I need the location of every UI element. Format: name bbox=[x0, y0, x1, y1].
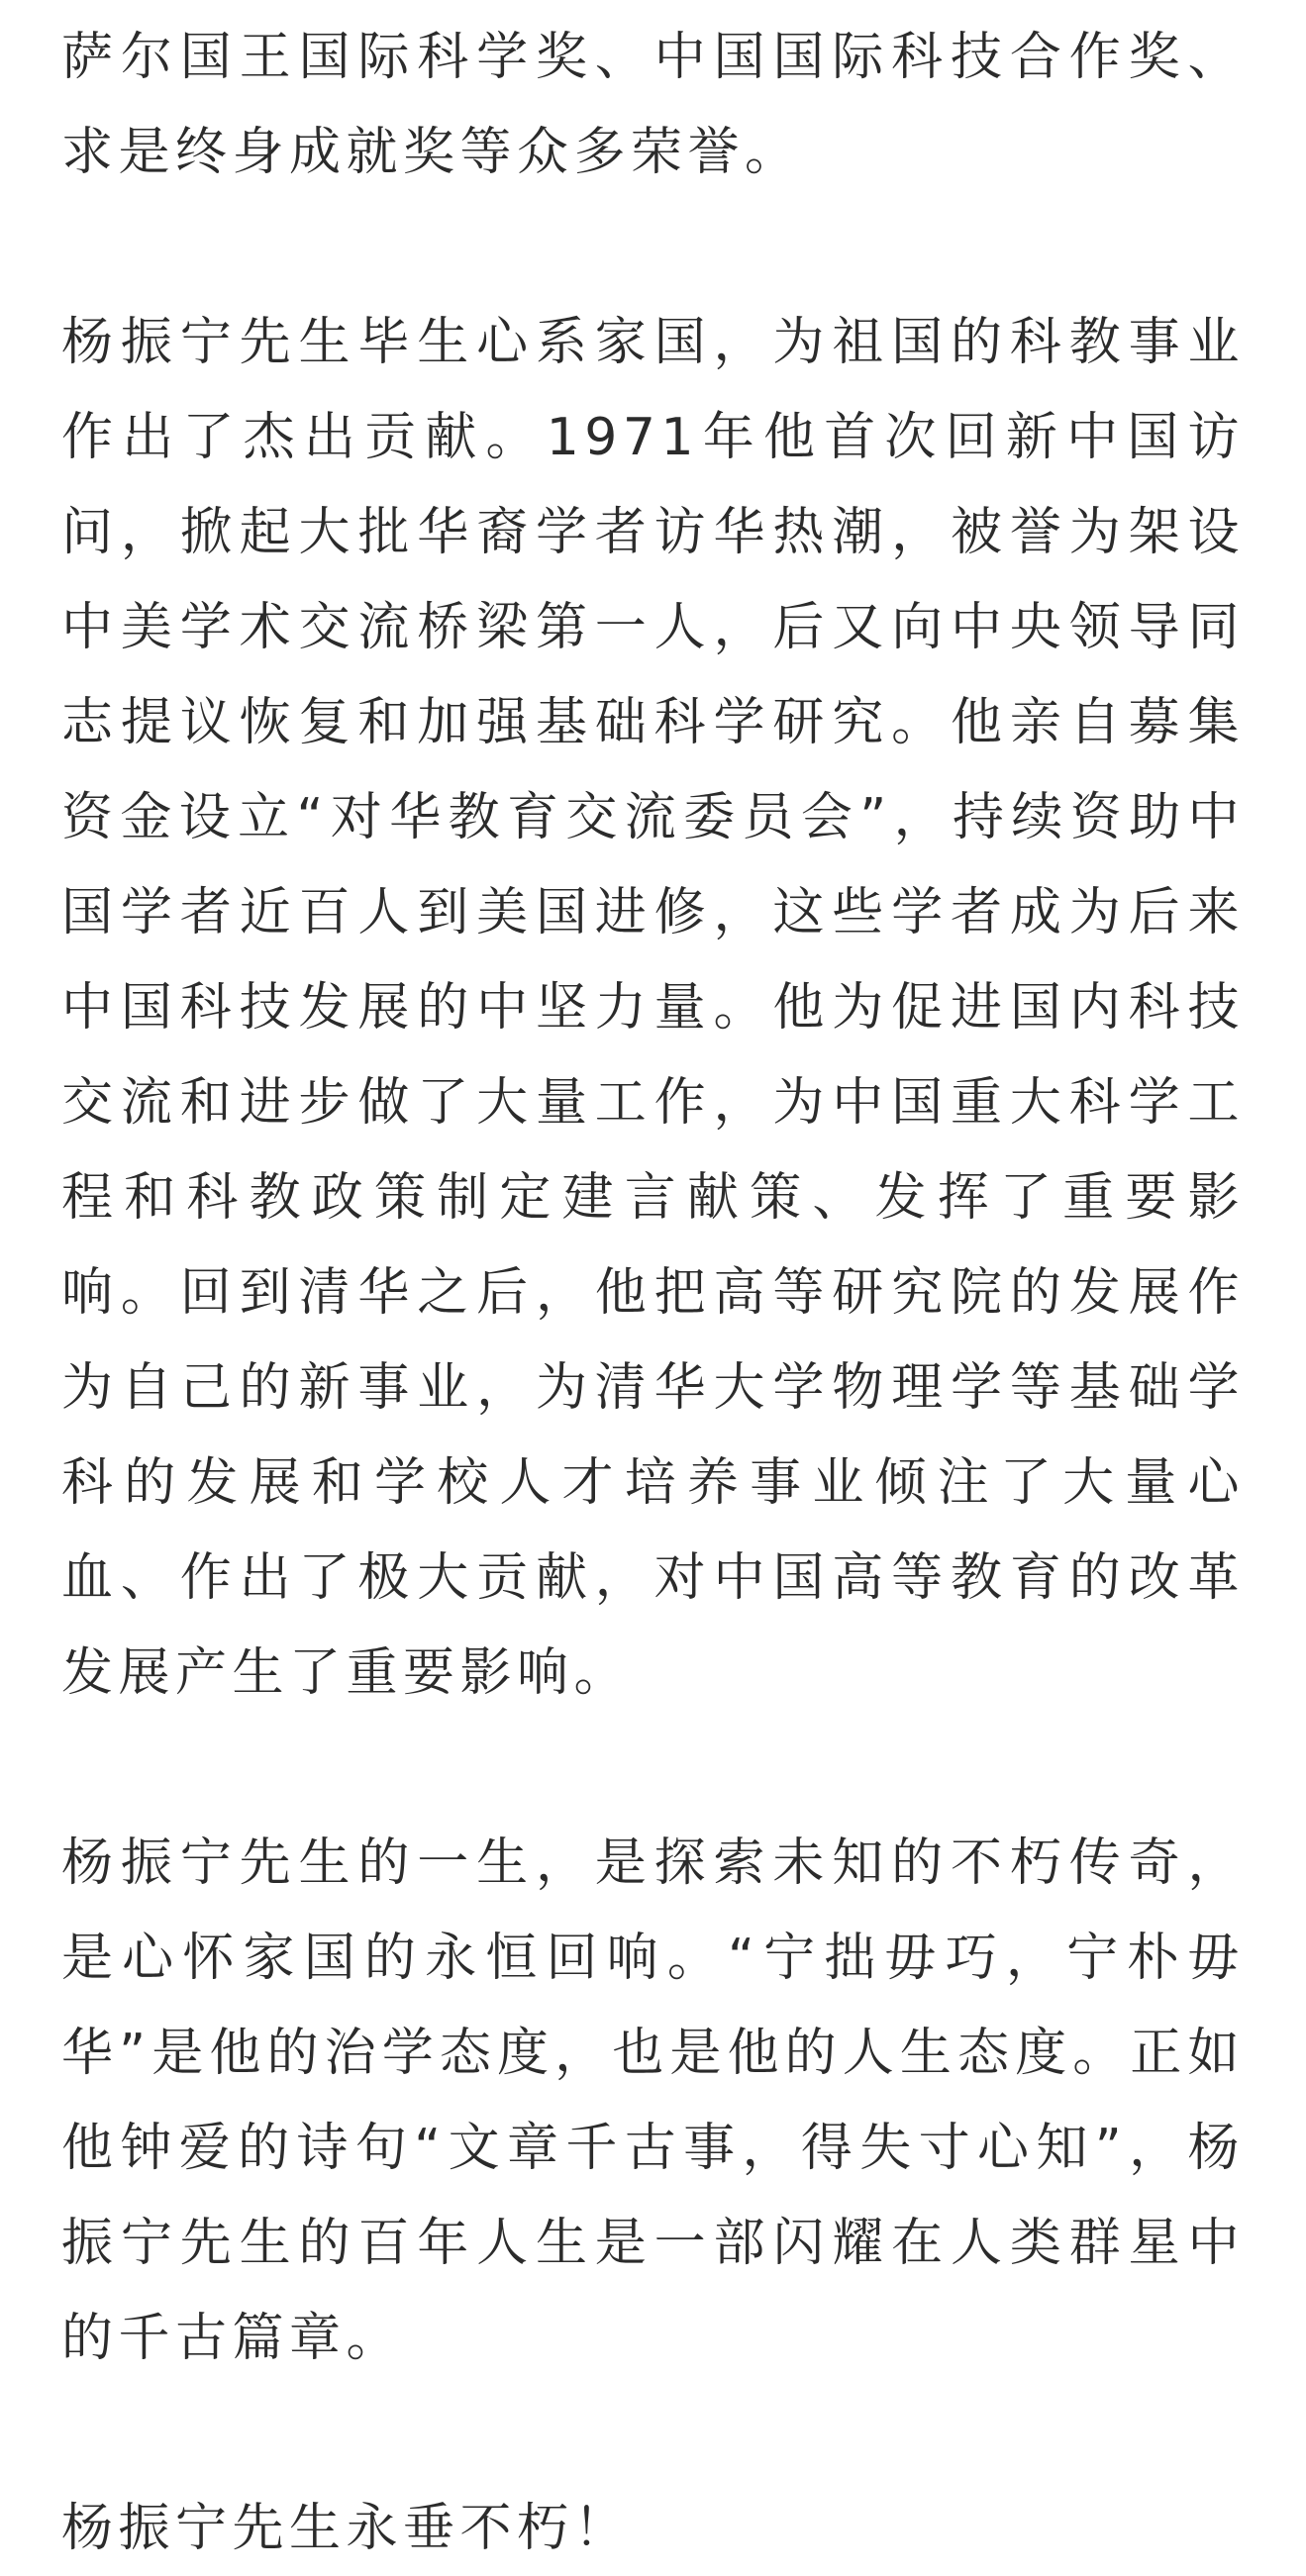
paragraph-tribute: 杨振宁先生永垂不朽！ bbox=[61, 2499, 632, 2558]
paragraph-honors: 萨尔国王国际科学奖、中国国际科技合作奖、求是终身成就奖等众多荣誉。 bbox=[61, 28, 1245, 182]
paragraph-contributions: 杨振宁先生毕生心系家国，为祖国的科教事业作出了杰出贡献。1971年他首次回新中国访问，掀起大批华裔学者访华热潮，被誉为架设中美学术交流桥梁第一人，后又向中央领导同志提议恢复和加强基础科学研究。他亲自募集资金设立“对华教育交流委员会”，持续资助中国学者近百人到美国进修，这些学者成为后来中国科技发展的中坚力量。他为促进国内科技交流和进步做了大量工作，为中国重大科学工程和科教政策制定建言献策、发挥了重要影响。回到清华之后，他把高等研究院的发展作为自己的新事业，为清华大学物理学等基础学科的发展和学校人才培养事业倾注了大量心血、作出了极大贡献，对中国高等教育的改革发展产生了重要影响。 bbox=[61, 313, 1245, 1703]
paragraph-legacy: 杨振宁先生的一生，是探索未知的不朽传奇，是心怀家国的永恒回响。“宁拙毋巧，宁朴毋华”是他的治学态度，也是他的人生态度。正如他钟爱的诗句“文章千古事，得失寸心知”，杨振宁先生的百年人生是一部闪耀在人类群星中的千古篇章。 bbox=[61, 1833, 1245, 2368]
article-body bbox=[61, 10, 1245, 2576]
